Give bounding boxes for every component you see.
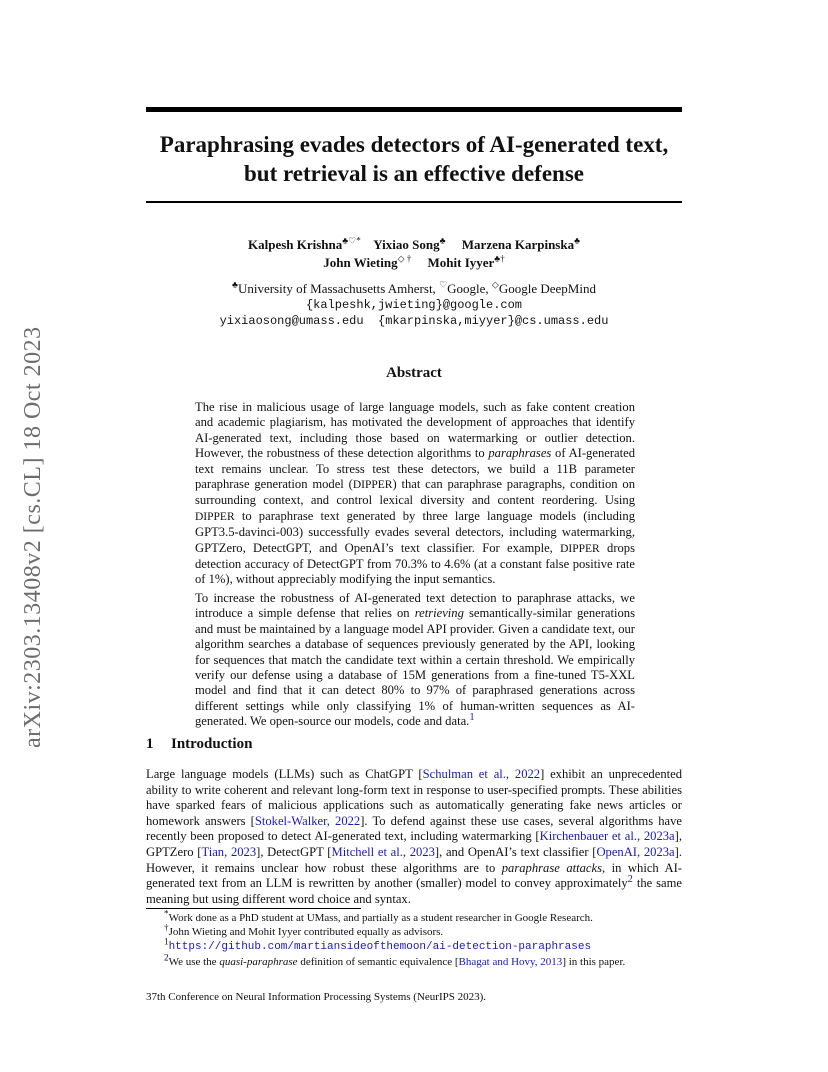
author-mark: ♣ <box>439 235 446 246</box>
footnote <box>146 936 682 954</box>
footnote <box>146 922 682 939</box>
text-span: The rise in malicious usage of large language models, such as fake content creation and academic plagiarism, has motivated the development of approaches that identify AI-generated text, including those based on watermarking or outlier detection. However, the robustness of these detection algorithms to <box>195 400 635 461</box>
section-heading <box>146 736 252 753</box>
author-list <box>146 236 682 272</box>
footnote <box>146 908 682 925</box>
footnote-text: John Wieting and Mohit Iyyer contributed equally as advisors. <box>168 926 444 939</box>
text-span: ) that can paraphrase paragraphs, condition on surrounding context, and control lexical diversity and content reordering. Using <box>195 477 635 508</box>
introduction-body <box>146 767 682 907</box>
author-name: Kalpesh Krishna <box>247 237 343 252</box>
text-span: , in which AI-generated text from an LLM is rewritten by another (smaller) model to convey approximately <box>146 860 682 891</box>
affiliation: Google DeepMind <box>498 281 596 296</box>
text-span: ], DetectGPT [ <box>256 844 332 859</box>
footnote-mark: * <box>164 908 169 919</box>
section-title: Introduction <box>171 736 253 752</box>
footnote-text: ] in this paper. <box>562 955 626 968</box>
email-line: yixiaosong@umass.edu {mkarpinska,miyyer}@cs.umass.edu <box>219 314 609 328</box>
title-line-2: but retrieval is an effective defense <box>243 161 584 186</box>
text-span: ]. However, it remains unclear how robust these algorithms are to <box>146 844 682 875</box>
text-span: Large language models (LLMs) such as ChatGPT [ <box>146 767 423 781</box>
text-span: drops detection accuracy of DetectGPT from 70.3% to 4.6% (at a constant false positive rate of 1%), without appreciably modifying the input semantics. <box>195 540 636 587</box>
citation-link[interactable]: Schulman et al., 2022 <box>422 767 541 781</box>
citation-link[interactable]: Mitchell et al., 2023 <box>331 844 435 859</box>
author-name: Marzena Karpinska <box>461 237 575 252</box>
citation-link[interactable]: Bhagat and Hovy, 2013 <box>458 955 563 968</box>
citation-link[interactable]: Stokel-Walker, 2022 <box>254 813 361 828</box>
author-mark: ♣† <box>494 253 505 264</box>
text-span: ], and OpenAI’s text classifier [ <box>434 844 597 859</box>
emphasis: paraphrase attacks <box>501 860 602 875</box>
text-span: To increase the robustness of AI-generated text detection to paraphrase attacks, we introduce a simple defense that relies on <box>195 590 635 621</box>
text-span: to paraphrase text generated by three large language models (including GPT3.5-davinci-003) successfully evades several detectors, including watermarking, GPTZero, DetectGPT, and OpenAI’s text classifier. For example, <box>195 508 635 555</box>
abstract-paragraph <box>195 400 635 588</box>
citation-link[interactable]: Kirchenbauer et al., 2023a <box>539 829 675 844</box>
text-span: semantically-similar generations and must be maintained by a language model API provider. Given a candidate text, our algorithm searches a database of sequences previously generated by the API, looking for sequences that match the candidate text within a certain threshold. We empirically verify our defense using a database of 15M generations from a fine-tuned T5-XXL model and find that it can detect 80% to 97% of paraphrased generations across different settings while only classifying 1% of human-written sequences as AI-generated. We open-source our models, code and data. <box>195 606 635 729</box>
text-span: ] exhibit an unprecedented ability to write coherent and relevant long-form text in response to user-specified prompts. These abilities have sparked fears of malicious applications such as automatically generating fake news articles or homework answers [ <box>146 767 682 828</box>
affiliation: University of Massachusetts Amherst, <box>237 281 440 296</box>
author-name: John Wieting <box>323 255 398 270</box>
affiliation-mark: ◇ <box>491 279 499 290</box>
text-span: ]. To defend against these use cases, several algorithms have recently been proposed to detect AI-generated text, including watermarking [ <box>146 813 683 844</box>
footnote-text: Work done as a PhD student at UMass, and partially as a student researcher in Google Research. <box>168 912 593 924</box>
model-name: DIPPER <box>560 542 600 555</box>
emphasis: paraphrases <box>488 446 552 461</box>
section-number: 1 <box>146 736 154 752</box>
footnote-rule <box>146 908 361 909</box>
citation-link[interactable]: Tian, 2023 <box>201 844 257 859</box>
footnote-link[interactable]: 1 <box>469 711 475 723</box>
venue-footer: 37th Conference on Neural Information Processing Systems (NeurIPS 2023). <box>146 991 487 1003</box>
author-mark: ◇ † <box>397 253 412 264</box>
footnote-mark: 2 <box>164 951 169 962</box>
abstract-body <box>195 400 635 733</box>
footnote-text: We use the <box>168 955 220 968</box>
footnote <box>146 951 682 969</box>
text-span: the same meaning but using different word choice and syntax. <box>146 876 682 906</box>
citation-link[interactable]: OpenAI, 2023a <box>596 844 675 859</box>
footnotes <box>146 908 682 969</box>
footnote-mark: 1 <box>164 936 169 947</box>
abstract-heading: Abstract <box>386 365 442 381</box>
paper-title <box>146 130 682 188</box>
model-name: DIPPER <box>352 479 393 492</box>
emphasis: retrieving <box>414 606 464 621</box>
affiliation: Google, <box>447 281 492 296</box>
author-name: Mohit Iyyer <box>427 255 495 270</box>
affiliations <box>146 281 682 329</box>
title-bottom-rule <box>146 201 682 203</box>
abstract-paragraph <box>195 591 635 730</box>
footnote-text: definition of semantic equivalence [ <box>297 955 459 968</box>
author-mark: ♣ <box>574 235 580 246</box>
model-name: DIPPER <box>195 510 235 523</box>
footnote-mark: † <box>164 922 169 933</box>
author-name: Yixiao Song <box>373 237 440 252</box>
text-span: of AI-generated text remains unclear. To stress test these detectors, we build a 11B parameter paraphrase generation model ( <box>195 446 635 492</box>
arxiv-stamp: arXiv:2303.13408v2 [cs.CL] 18 Oct 2023 <box>20 326 46 748</box>
title-top-rule <box>146 107 682 112</box>
repository-link[interactable]: https://github.com/martiansideofthemoon/ai-detection-paraphrases <box>168 941 592 954</box>
intro-paragraph <box>146 767 682 907</box>
footnote-link[interactable]: 2 <box>627 873 633 885</box>
title-line-1: Paraphrasing evades detectors of AI-generated text, <box>159 132 669 157</box>
emphasis: quasi-paraphrase <box>219 955 298 968</box>
text-span: ], GPTZero [ <box>146 829 682 859</box>
affiliation-mark: ♣ <box>232 279 238 290</box>
author-mark: ♣♡* <box>342 235 361 246</box>
affiliation-mark: ♡ <box>439 279 448 290</box>
email-line: {kalpeshk,jwieting}@google.com <box>305 298 523 312</box>
